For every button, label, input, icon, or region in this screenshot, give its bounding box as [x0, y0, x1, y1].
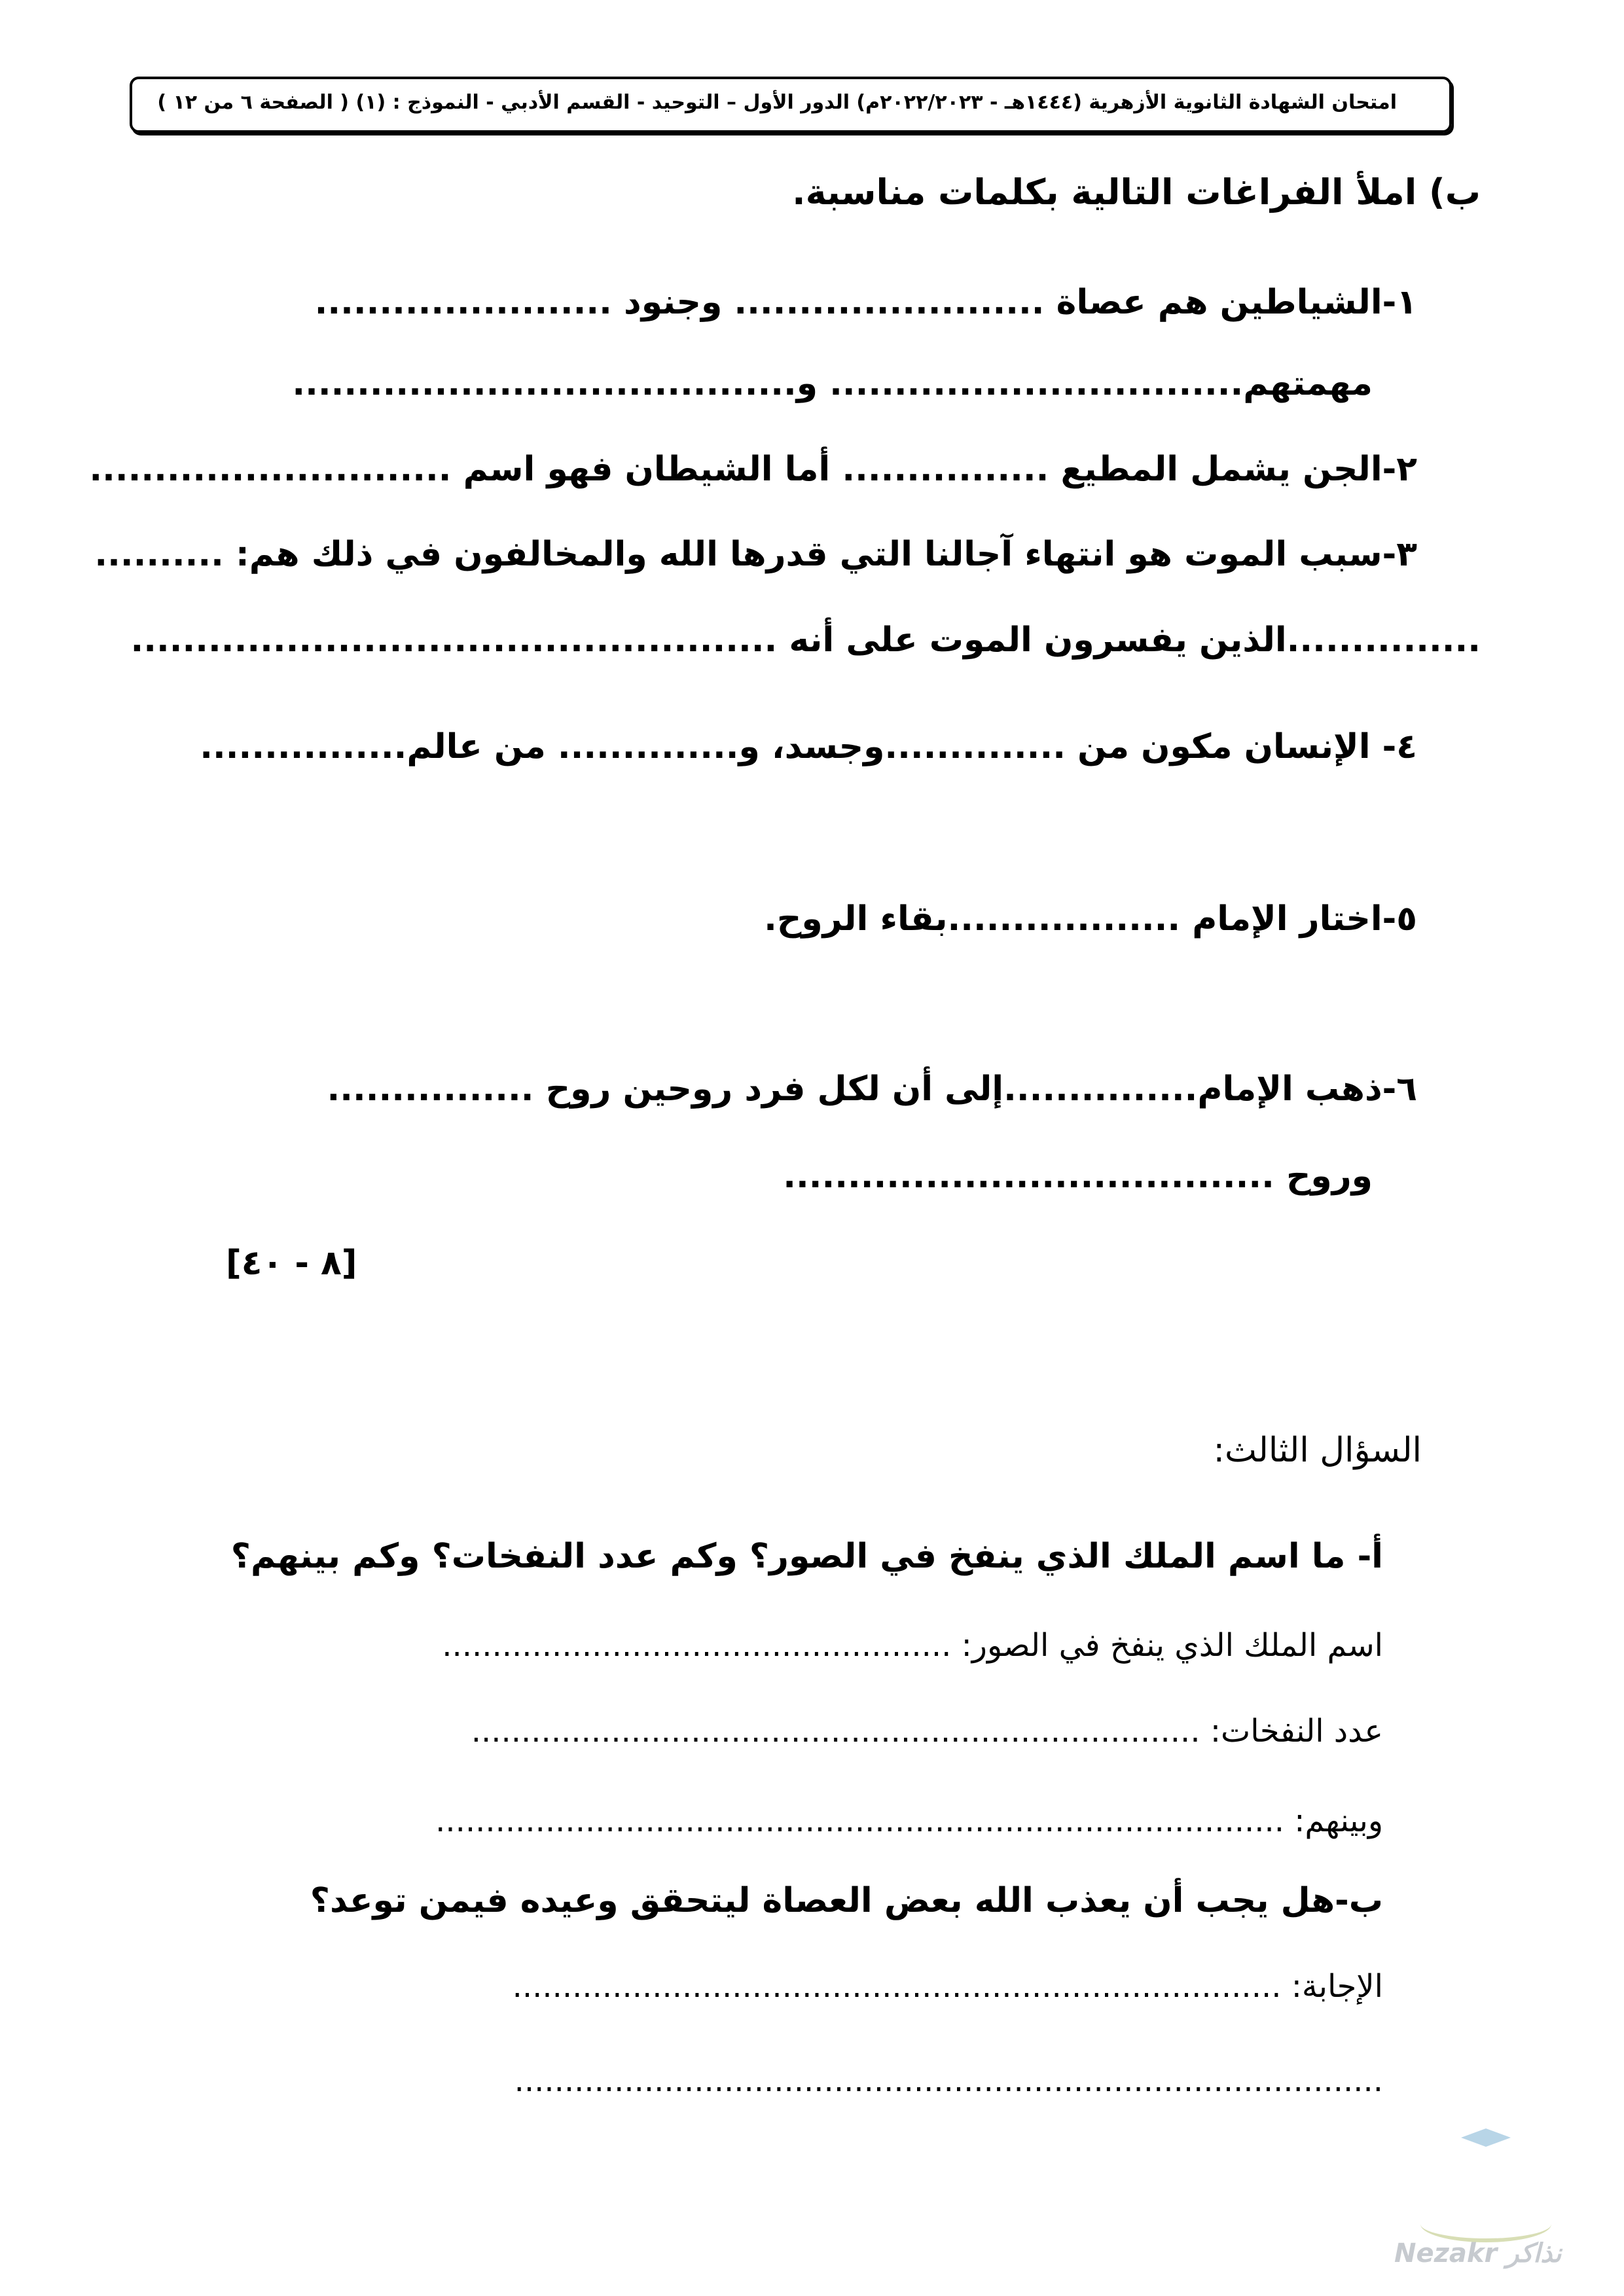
- fill-item-3-cont: ...............الذين يفسرون الموت على أنه ..................................................: [130, 620, 1481, 660]
- question3-a: أ- ما اسم الملك الذي ينفخ في الصور؟ وكم عدد النفخات؟ وكم بينهم؟: [230, 1537, 1383, 1576]
- fill-item-4: ٤- الإنسان مكون من ..............وجسد، و.............. من عالم................: [200, 727, 1417, 766]
- question3-b: ب-هل يجب أن يعذب الله بعض العصاة ليتحقق وعيده فيمن توعد؟: [310, 1881, 1383, 1920]
- fill-item-5: ٥-اختار الإمام ..................بقاء الروح.: [764, 899, 1417, 939]
- fill-item-2: ٢-الجن يشمل المطيع ................ أما الشيطان فهو اسم ............................: [89, 450, 1417, 489]
- fill-item-1-cont: مهمتهم................................ و.......................................: [292, 364, 1373, 403]
- answer-line-2: .......................................................................................: [514, 2062, 1383, 2099]
- fill-item-6-cont: وروح ......................................: [783, 1157, 1373, 1196]
- section-title: ب) املأ الفراغات التالية بكلمات مناسبة.: [792, 171, 1481, 213]
- graduation-cap-icon: [1460, 2127, 1512, 2153]
- marks-label: [٨ - ٤٠]: [226, 1244, 357, 1283]
- watermark-text: Nezakr نذاكر: [1394, 2238, 1562, 2269]
- answer-line-1: الإجابة: .............................................................................: [512, 1968, 1383, 2005]
- fill-item-3: ٣-سبب الموت هو انتهاء آجالنا التي قدرها الله والمخالفون في ذلك هم: ..........: [94, 535, 1417, 574]
- fill-item-6: ٦-ذهب الإمام...............إلى أن لكل فرد روحين روح ................: [327, 1069, 1417, 1109]
- watermark-logo: [1394, 2127, 1591, 2278]
- question3-title: السؤال الثالث:: [1213, 1431, 1422, 1470]
- answer-line-angel: اسم الملك الذي ينفخ في الصور: ...................................................: [442, 1627, 1383, 1664]
- answer-line-count: عدد النفخات: .........................................................................: [471, 1713, 1383, 1749]
- header-text: امتحان الشهادة الثانوية الأزهرية (١٤٤٤هـ - ٢٠٢٢/٢٠٢٣م) الدور الأول – التوحيد - القسم الأدبي - النموذج : (١) ( الصفحة ٦ من ١٢ ): [157, 91, 1397, 114]
- book-icon: [1420, 2206, 1551, 2242]
- exam-header: [130, 77, 1452, 133]
- answer-line-between: وبينهم: .....................................................................................: [435, 1803, 1383, 1839]
- fill-item-1: ١-الشياطين هم عصاة ........................ وجنود .......................: [314, 283, 1417, 322]
